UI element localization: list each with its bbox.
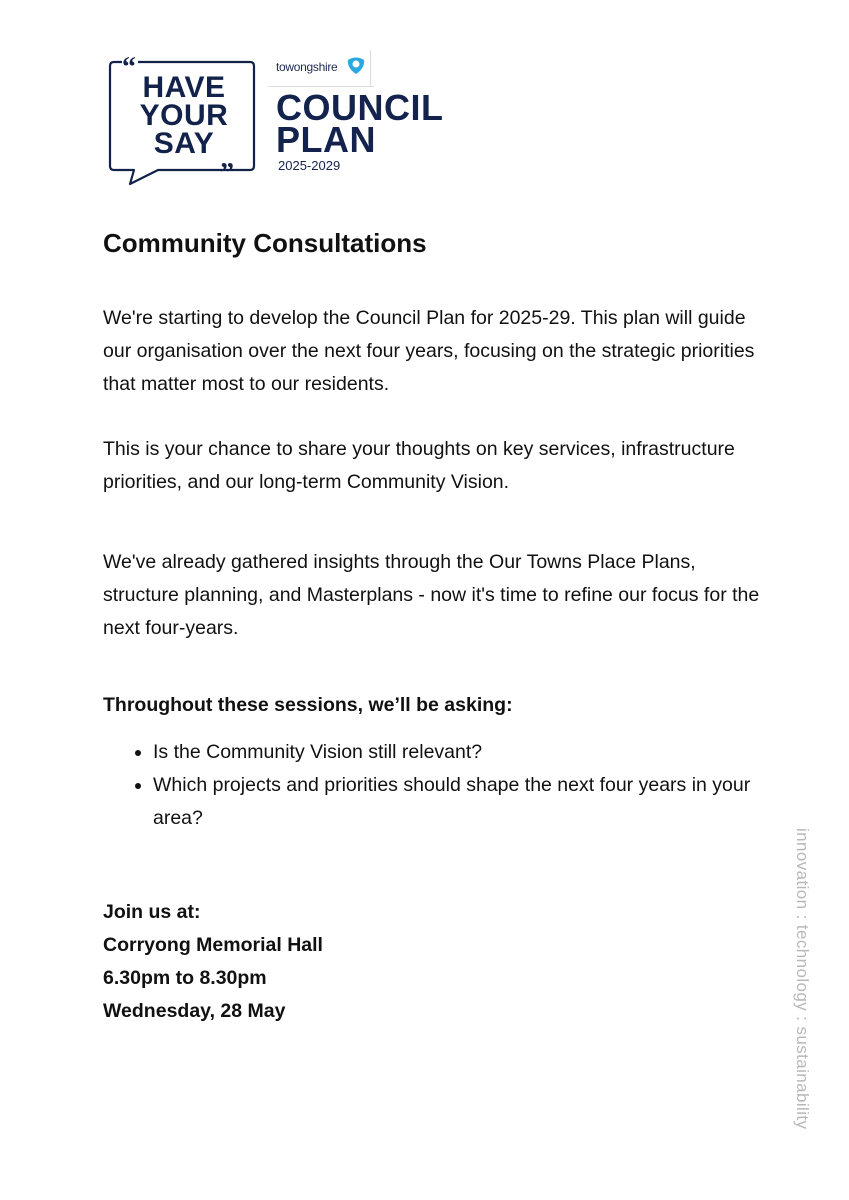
tagline-vertical bbox=[792, 828, 814, 1160]
council-plan-logo bbox=[268, 50, 468, 180]
shire-logo-icon bbox=[345, 56, 367, 76]
brand-name: towongshire bbox=[276, 60, 338, 74]
logo-line-3: SAY bbox=[153, 127, 215, 160]
council-plan-title-2: PLAN bbox=[276, 119, 376, 160]
questions-list bbox=[103, 736, 763, 835]
logo-line-1: HAVE bbox=[142, 71, 226, 104]
event-date: Wednesday, 28 May bbox=[103, 1000, 286, 1022]
page-title: Community Consultations bbox=[103, 228, 427, 258]
insights-paragraph: We've already gathered insights through the Our Towns Place Plans, structure planning, and Masterplans - now it's time to refine our focus for the next four-years. bbox=[103, 551, 760, 639]
svg-text:“: “ bbox=[122, 56, 136, 83]
council-plan-years: 2025-2029 bbox=[278, 158, 341, 173]
list-item: • Which projects and priorities should shape the next four years in your area? bbox=[153, 769, 763, 835]
tagline-text: innovation : technology : sustainability bbox=[793, 828, 812, 1130]
event-venue: Corryong Memorial Hall bbox=[103, 934, 323, 956]
event-time: 6.30pm to 8.30pm bbox=[103, 967, 267, 989]
questions-heading: Throughout these sessions, we’ll be asking: bbox=[103, 694, 513, 716]
svg-text:”: ” bbox=[220, 158, 234, 186]
have-your-say-logo bbox=[108, 56, 260, 186]
share-paragraph: This is your chance to share your thoughts on key services, infrastructure priorities, and our long-term Community Vision. bbox=[103, 438, 735, 493]
event-intro: Join us at: bbox=[103, 901, 201, 923]
council-plan-title-1: COUNCIL bbox=[276, 87, 444, 128]
brand-divider bbox=[370, 50, 371, 86]
event-details bbox=[103, 896, 323, 1028]
logo-line-2: YOUR bbox=[139, 99, 229, 132]
intro-paragraph: We're starting to develop the Council Plan for 2025-29. This plan will guide our organisation over the next four years, focusing on the strategic priorities that matter most to our residents. bbox=[103, 307, 755, 395]
list-item: • Is the Community Vision still relevant? bbox=[153, 736, 763, 769]
